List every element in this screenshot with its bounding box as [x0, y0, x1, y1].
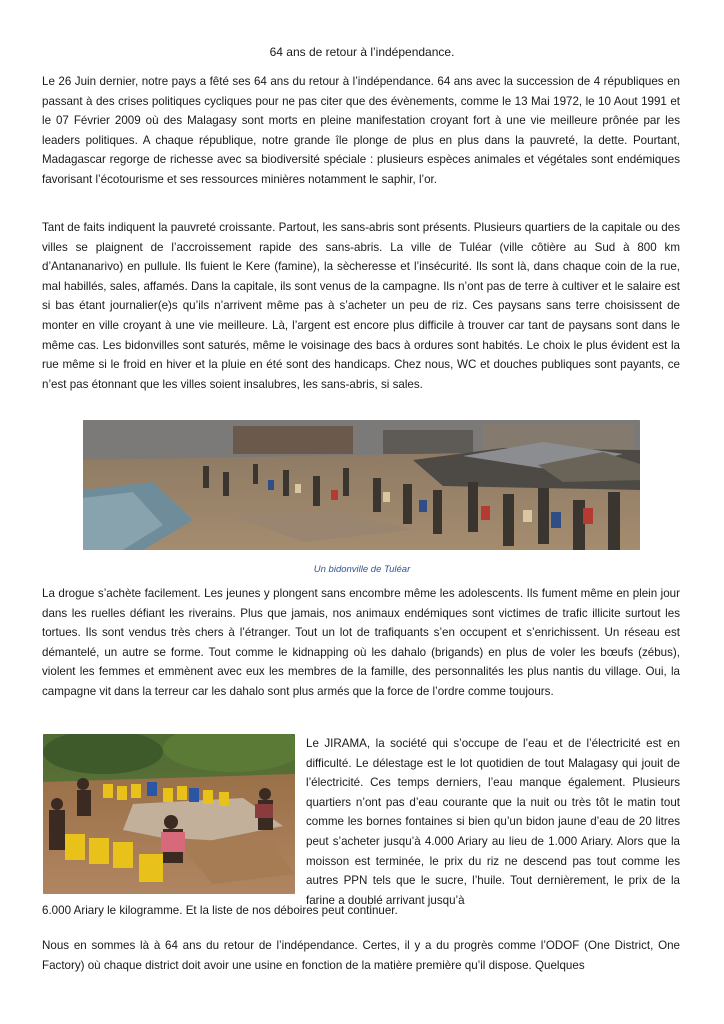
slum-photo — [83, 420, 640, 550]
water-queue-photo — [43, 734, 295, 894]
paragraph-independence: Le 26 Juin dernier, notre pays a fêté ses 64 ans du retour à l’indépendance. 64 ans avec la succession de 4 républiques en passant à des crises politiques cycliques pour ne pas citer que des évènements, comme le 13 Mai 1972, le 10 Aout 1991 et le 07 Février 2009 où des Malagasy sont morts en pleine manifestation croyant fort à une vie meilleure prônée par les leaders politiques. A chaque république, notre grande île plonge de plus en plus dans la pauvreté, la dette. Pourtant, Madagascar regorge de richesse avec sa biodiversité spéciale : plusieurs espèces animales et végétales sont endémiques favorisant l’écotourisme et ses ressources minières notamment le saphir, l’or. — [42, 75, 680, 186]
document-title: 64 ans de retour à l’indépendance. — [269, 45, 455, 59]
paragraph-jirama-continuation: 6.000 Ariary le kilogramme. Et la liste de nos déboires peut continuer. — [42, 904, 398, 917]
slum-photo-caption: Un bidonville de Tuléar — [313, 564, 411, 575]
paragraph-jirama: Le JIRAMA, la société qui s’occupe de l’eau et de l’électricité est en difficulté. Le délestage est le lot quotidien de tout Malagasy qui jouit de l’électricité. Ces temps derniers, l’eau manque également. Plusieurs quartiers n’ont pas d’eau courante que la nuit ou très tôt le matin tout comme les bornes fontaines si bien qu’un bidon jaune d’eau de 20 litres peut s’acheter jusqu’à 4.000 Ariary au lieu de 1.000 Ariary. Alors que la moisson est terminée, le prix du riz ne descend pas tout comme les autres PPN tels que le sucre, l’huile. Tout dernièrement, le prix de la farine a doublé arrivant jusqu’à — [306, 737, 680, 907]
paragraph-conclusion: Nous en sommes là à 64 ans du retour de l’indépendance. Certes, il y a du progrès comme l’ODOF (One District, One Factory) où chaque district doit avoir une usine en fonction de la matière première qu’il dispose. Quelques — [42, 939, 680, 972]
paragraph-drugs-trafficking: La drogue s’achète facilement. Les jeunes y plongent sans encombre même les adolescents. Ils fument même en plein jour dans les ruelles défiant les riverains. Plus que jamais, nos animaux endémiques sont victimes de trafic illicite surtout les tortues. Ils sont vendus très chers à l’étranger. Tout un lot de trafiquants s’en occupent et s’enrichissent. Un réseau est démantelé, un autre se forme. Tout comme le kidnapping où les dahalo (brigands) en plus de voler les bœufs (zébus), violent les femmes et emmènent avec eux les membres de la famille, des personnalités les plus nantis du village. Oui, la campagne vit dans la terreur car les dahalo sont plus armés que la force de l’ordre comme toujours. — [42, 587, 680, 698]
paragraph-poverty: Tant de faits indiquent la pauvreté croissante. Partout, les sans-abris sont présents. Plusieurs quartiers de la capitale ou des villes se plaignent de l’accroissement rapide des sans-abris. La ville de Tuléar (ville côtière au Sud à 800 km d’Antananarivo) en pullule. Ils fuient le Kere (famine), la sècheresse et l’insécurité. Ils sont là, dans chaque coin de la rue, mal habillés, sales, affamés. Dans la capitale, ils sont venus de la campagne. Ils n’ont pas de terre à cultiver et le salaire est si bas étant journalier(e)s qu’ils n’arrivent même pas à s’acheter un peu de riz. Ces paysans sans terre choisissent de monter en ville croyant à une vie meilleure. Là, l’argent est encore plus difficile à trouver car tant de paysans sont dans le même cas. Les bidonvilles sont saturés, même le voisinage des bacs à ordures sont habités. Le choix le plus évident est la rue même si le froid en hiver et la pluie en été sont des handicaps. Chez nous, WC et douches publiques sont payants, ce n’est pas étonnant que les villes soient insalubres, les sans-abris, si sales. — [42, 221, 680, 391]
